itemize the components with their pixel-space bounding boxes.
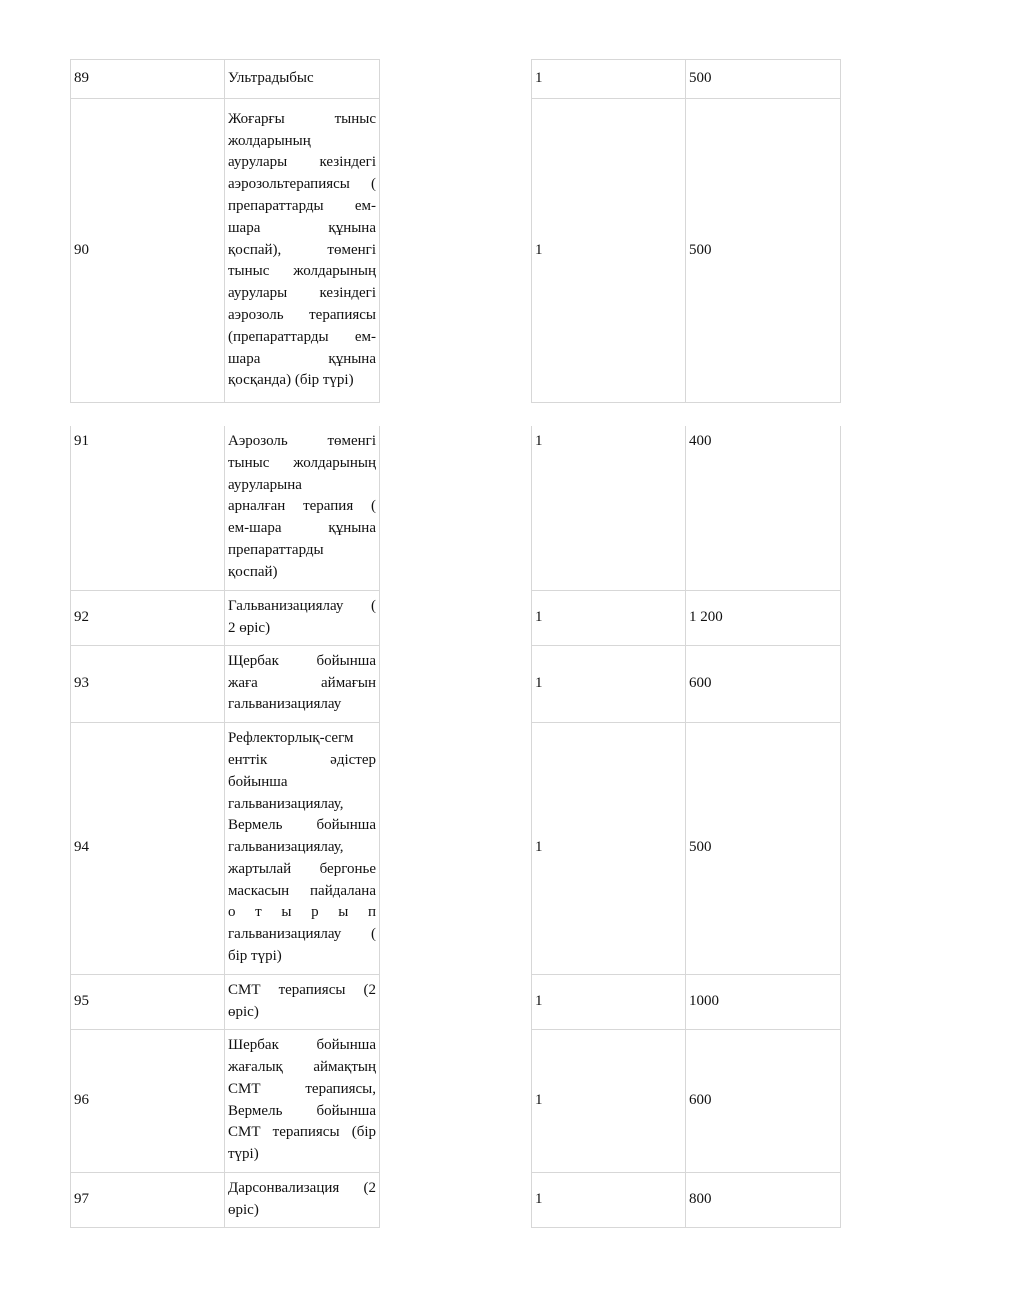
service-description <box>225 724 379 972</box>
description-line: Щербак бойынша <box>228 652 376 669</box>
price-value: 600 <box>689 1091 712 1108</box>
description-line: Дарсонвализация (2 <box>228 1179 376 1196</box>
services-table-left-part2 <box>70 426 380 1228</box>
price-value: 800 <box>689 1190 712 1207</box>
description-line: гальванизациялау, <box>228 839 344 856</box>
price-value: 400 <box>689 433 712 449</box>
services-table-right-part2 <box>531 426 841 1228</box>
description-line: қоспай), төменгі <box>228 241 376 258</box>
row-number: 90 <box>74 241 89 258</box>
price-value: 500 <box>689 839 712 856</box>
row-number: 95 <box>74 992 89 1009</box>
description-line: Шербак бойынша <box>228 1037 376 1054</box>
table-row <box>532 722 841 974</box>
table-row <box>532 426 841 590</box>
description-line: шара құнына <box>228 219 376 236</box>
table-row <box>71 1029 380 1172</box>
price-value: 500 <box>689 241 712 258</box>
description-line: Жоғарғы тыныс <box>228 110 376 127</box>
description-line: өріс) <box>228 1201 259 1218</box>
service-description <box>225 592 379 644</box>
description-line: (препараттарды ем- <box>228 328 376 345</box>
quantity-value: 1 <box>535 608 543 625</box>
table-row <box>71 426 380 590</box>
table-row <box>71 99 380 403</box>
description-line: о т ы р ы п <box>228 904 376 921</box>
table-row <box>532 60 841 99</box>
quantity-value: 1 <box>535 674 543 691</box>
quantity-value: 1 <box>535 70 543 87</box>
quantity-value: 1 <box>535 1091 543 1108</box>
description-line: Вермель бойынша <box>228 1102 376 1119</box>
service-description <box>225 976 379 1028</box>
description-line: 2 өріс) <box>228 619 271 636</box>
description-line: аэрозольтерапиясы ( <box>228 176 376 193</box>
service-description <box>225 426 379 588</box>
quantity-value: 1 <box>535 992 543 1009</box>
description-line: тыныс жолдарының <box>228 263 376 280</box>
description-line: гальванизациялау ( <box>228 926 376 943</box>
description-line: СМТ терапиясы (бір <box>228 1124 376 1141</box>
description-line: гальванизациялау <box>228 696 342 713</box>
service-description <box>225 647 379 720</box>
table-row <box>71 590 380 645</box>
row-number: 89 <box>74 70 89 87</box>
description-line: Аэрозоль төменгі <box>228 433 376 449</box>
price-value: 1000 <box>689 992 719 1009</box>
description-line: СМТ терапиясы, <box>228 1080 376 1097</box>
table-row <box>532 590 841 645</box>
description-line: препараттарды ем- <box>228 198 376 214</box>
description-line: ем-шара құнына <box>228 520 376 537</box>
description-line: түрі) <box>228 1146 259 1163</box>
table-row <box>532 645 841 722</box>
description-line: Ультрадыбыс <box>228 70 314 87</box>
table-row <box>532 1029 841 1172</box>
quantity-value: 1 <box>535 839 543 856</box>
description-line: маскасын пайдалана <box>228 882 376 899</box>
price-value: 1 200 <box>689 608 723 625</box>
row-number: 94 <box>74 839 89 856</box>
service-description <box>225 105 379 396</box>
table-row <box>71 722 380 974</box>
description-line: тыныс жолдарының <box>228 454 376 471</box>
description-line: бойынша <box>228 773 288 790</box>
description-line: Гальванизациялау ( <box>228 597 376 614</box>
description-line: ауруларына <box>228 476 302 493</box>
description-line: бір түрі) <box>228 948 282 965</box>
description-line: аэрозоль терапиясы <box>228 306 376 323</box>
description-line: СМТ терапиясы (2 <box>228 981 376 998</box>
table-row <box>532 99 841 403</box>
description-line: гальванизациялау, <box>228 795 344 812</box>
description-line: жартылай бергонье <box>228 860 376 877</box>
description-line: шара құнына <box>228 350 376 367</box>
quantity-value: 1 <box>535 1190 543 1207</box>
description-line: қоспай) <box>228 563 278 580</box>
description-line: Вермель бойынша <box>228 817 376 834</box>
row-number: 91 <box>74 433 89 449</box>
description-line: препараттарды <box>228 541 324 558</box>
services-table-left-part1 <box>70 59 380 403</box>
description-line: аурулары кезіндегі <box>228 154 376 171</box>
table-row <box>71 60 380 99</box>
description-line: өріс) <box>228 1003 259 1020</box>
quantity-value: 1 <box>535 241 543 258</box>
table-row <box>71 974 380 1029</box>
description-line: жолдарының <box>228 132 311 149</box>
description-line: арналған терапия ( <box>228 498 376 515</box>
description-line: жағалық аймақтың <box>228 1058 376 1075</box>
price-value: 500 <box>689 70 712 87</box>
description-line: жаға аймағын <box>228 674 376 691</box>
service-description <box>225 1174 379 1226</box>
row-number: 93 <box>74 674 89 691</box>
description-line: енттік әдістер <box>228 751 376 768</box>
table-row <box>71 1172 380 1227</box>
quantity-value: 1 <box>535 433 543 449</box>
services-table-right-part1 <box>531 59 841 403</box>
price-value: 600 <box>689 674 712 691</box>
description-line: аурулары кезіндегі <box>228 285 376 302</box>
row-number: 97 <box>74 1190 89 1207</box>
table-row <box>532 1172 841 1227</box>
table-row <box>532 974 841 1029</box>
description-line: Рефлекторлық-сегм <box>228 730 354 747</box>
service-description <box>225 64 379 94</box>
description-line: қосқанда) (бір түрі) <box>228 372 354 389</box>
table-row <box>71 645 380 722</box>
service-description <box>225 1031 379 1170</box>
row-number: 92 <box>74 608 89 625</box>
row-number: 96 <box>74 1091 89 1108</box>
